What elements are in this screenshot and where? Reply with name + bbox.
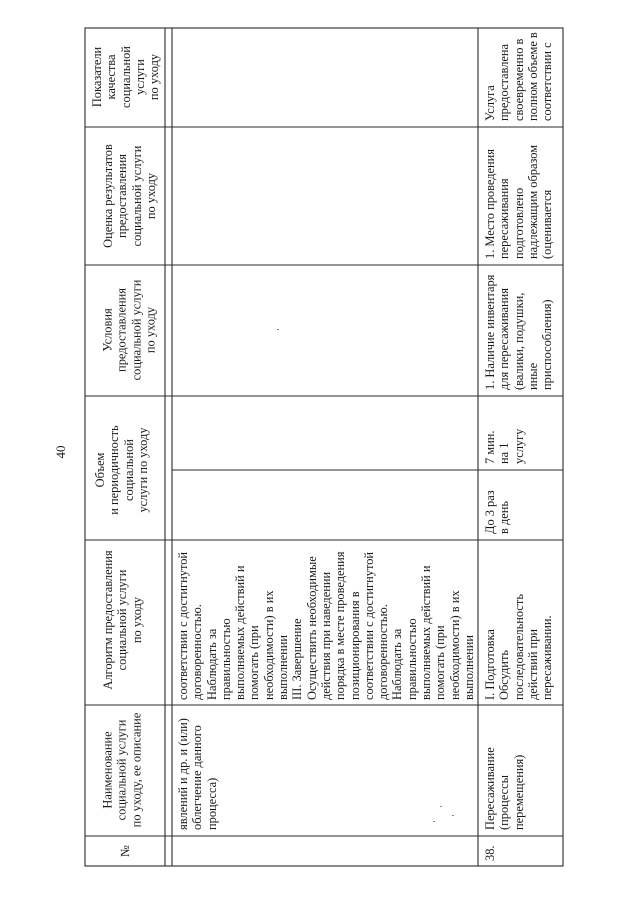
row38-num: 38. [483, 845, 497, 861]
header-conditions: Условия предоставления социальной услуги по уходу [100, 279, 158, 381]
header-name: Наименование социальной услуги по уходу, ее описание [100, 712, 144, 828]
header-algorithm: Алгоритм предоставления социальной услуги по уходу [101, 550, 144, 690]
scan-speck [433, 821, 435, 822]
row38-quality: Услуга предоставлена своевременно в полном объеме в соответствии с [483, 32, 555, 121]
continuation-algorithm: соответствии с достигнутой договоренностью. Наблюдать за правильностью выполняемых действий и помогать (при необходимости) в их выполнении III. Завершение Осуществить необходимые действия при наведении порядка в месте проведения позиционирования в соответствии с достигнутой договоренностью. Наблюдать за правильностью выполняемых действий и помогать (при необходимости) в их выполнении [176, 551, 476, 700]
scan-speck [452, 815, 454, 816]
header-volume: Объем и периодичность социальной услуги по уходу [93, 425, 150, 515]
continuation-name: явлений и др. и (или) облегчение данного процесса) [176, 718, 219, 830]
header-num: № [118, 845, 132, 857]
row38-name: Пересаживание (процессы перемещения) [483, 747, 526, 830]
scan-speck [277, 329, 279, 330]
header-evaluation: Оценка результатов предоставления социальной услуги по уходу [101, 144, 158, 248]
scan-speck [440, 806, 442, 807]
row38-algorithm: I. Подготовка Обсудить последовательность действий при пересаживании. [483, 594, 555, 700]
row38-frequency: До 3 раз в день [483, 490, 512, 534]
row38-evaluation: 1. Место проведения пересаживания подготовлено надлежащим образом (оценивается [483, 144, 555, 259]
page-number: 40 [53, 445, 68, 459]
row38-duration: 7 мин. на 1 услугу [483, 428, 526, 464]
header-quality: Показатели качества социальной услуги по уходу [90, 46, 162, 108]
row38-conditions: 1. Наличие инвентаря для пересаживания (валики, подушки, иные приспособления) [483, 274, 555, 390]
